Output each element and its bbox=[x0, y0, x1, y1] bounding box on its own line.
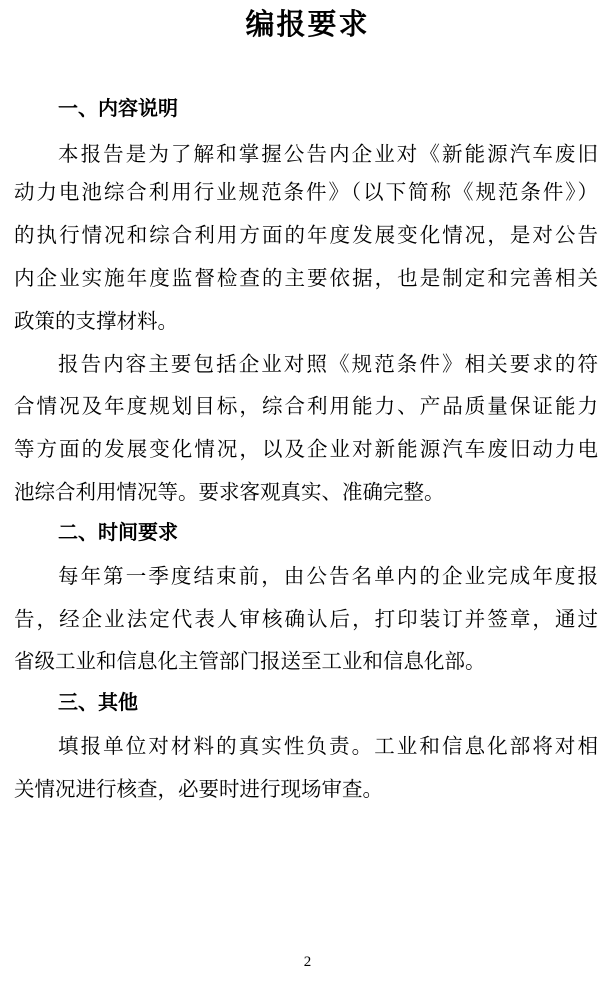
paragraph-line: 关情况进行核查，必要时进行现场审查。 bbox=[14, 777, 383, 801]
paragraph-line: 动力电池综合利用行业规范条件》（以下简称《规范条件》） bbox=[14, 180, 598, 204]
page-number: 2 bbox=[303, 954, 312, 970]
paragraph-line: 等方面的发展变化情况，以及企业对新能源汽车废旧动力电 bbox=[14, 437, 598, 461]
paragraph-line: 池综合利用情况等。要求客观真实、准确完整。 bbox=[14, 480, 445, 504]
paragraph-line: 本报告是为了解和掌握公告内企业对《新能源汽车废旧 bbox=[58, 142, 598, 166]
document-title: 编报要求 bbox=[245, 7, 370, 41]
paragraph-line: 的执行情况和综合利用方面的年度发展变化情况，是对公告 bbox=[14, 223, 598, 247]
paragraph-line: 内企业实施年度监督检查的主要依据，也是制定和完善相关 bbox=[14, 266, 598, 290]
paragraph-line: 报告内容主要包括企业对照《规范条件》相关要求的符 bbox=[58, 352, 598, 376]
section-heading-content-description: 一、内容说明 bbox=[58, 96, 178, 120]
paragraph-line: 填报单位对材料的真实性负责。工业和信息化部将对相 bbox=[58, 734, 598, 758]
paragraph-line: 合情况及年度规划目标，综合利用能力、产品质量保证能力 bbox=[14, 394, 598, 418]
section-heading-other: 三、其他 bbox=[58, 690, 138, 714]
paragraph-line: 省级工业和信息化主管部门报送至工业和信息化部。 bbox=[14, 649, 486, 673]
paragraph-line: 每年第一季度结束前，由公告名单内的企业完成年度报 bbox=[58, 564, 598, 588]
section-heading-time-requirements: 二、时间要求 bbox=[58, 520, 178, 544]
paragraph-line: 政策的支撑材料。 bbox=[14, 309, 178, 333]
paragraph-line: 告，经企业法定代表人审核确认后，打印装订并签章，通过 bbox=[14, 607, 598, 631]
